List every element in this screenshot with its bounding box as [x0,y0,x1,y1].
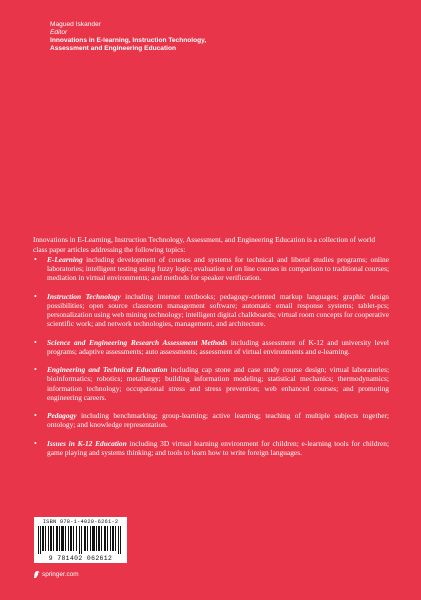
barcode-icon [38,526,123,554]
topic-title: Science and Engineering Research Assessment Methods [47,337,228,347]
topic-title: Engineering and Technical Education [47,365,168,375]
topic-title: E-Learning [47,255,83,264]
cover-header [50,21,350,53]
bullet-icon: • [34,411,37,421]
topic-text: including benchmarking; group-learning; active learning; teaching of multiple subjects together; ontology; and knowledge representation. [47,411,389,430]
topic-title: Issues in K-12 Education [47,438,127,448]
topic-item [33,255,389,282]
bullet-icon: • [34,438,37,448]
barcode-digits: 9 781402 062612 [48,555,113,562]
topic-item [33,292,389,328]
topic-text: including cap stone and case study course design; virtual laboratories; bioinformatics; robotics; metallurgy; building information modeling; statistical mechanics; thermodynamics; information technology; occupational stress and stress prevention; web enhanced courses; and promoting engineering careers. [47,365,389,402]
isbn-label: ISBN 978-1-4020-6261-2 [42,519,119,525]
author-name: Magued Iskander [50,21,101,28]
topic-item [33,365,389,401]
publisher-logo[interactable] [33,570,79,579]
topic-title: Pedagogy [47,411,77,421]
publisher-url[interactable]: springer.com [42,571,79,578]
topic-text: including development of courses and systems for technical and liberal studies programs; online laboratories; intelligent testing using fuzzy logic; evaluation of on line courses in comparison to traditional courses; mediation in virtual environments; and methods for speaker verification. [47,255,389,283]
book-title-line-1: Innovations in E-learning, Instruction Technology, [50,37,207,44]
isbn-barcode [34,517,127,563]
springer-horse-icon [33,570,40,579]
topic-text: including 3D virtual learning environment for children; e-learning tools for children; game playing and systems thinking; and tools to learn how to write foreign languages. [47,438,390,457]
bullet-icon: • [34,255,37,264]
topic-item [33,338,389,356]
topic-text: including assessment of K-12 and university level programs; adaptive assessments; auto assessments; assessment of virtual environments and e-learning. [47,337,389,356]
intro-paragraph: Innovations in E-Learning, Instruction Technology, Assessment, and Engineering Education is a collection of world class paper articles addressing the following topics: [33,235,376,254]
topic-text: including internet textbooks; pedagogy-oriented markup languages; graphic design possibilities; open source classroom management software; automatic email response systems; tablet-pcs; personalization using web mining technology; intelligent digital chalkboards; virtual room concepts for cooperative scientific work; and network technologies, management, and architecture. [47,291,389,329]
topic-title: Instruction Technology [47,291,121,301]
bullet-icon: • [34,291,37,301]
topic-list [33,255,389,467]
topic-item [33,439,389,457]
bullet-icon: • [34,365,37,375]
book-title-line-2: Assessment and Engineering Education [50,45,177,52]
topic-item [33,411,389,429]
editor-label: Editor [50,29,68,36]
bullet-icon: • [34,337,37,347]
